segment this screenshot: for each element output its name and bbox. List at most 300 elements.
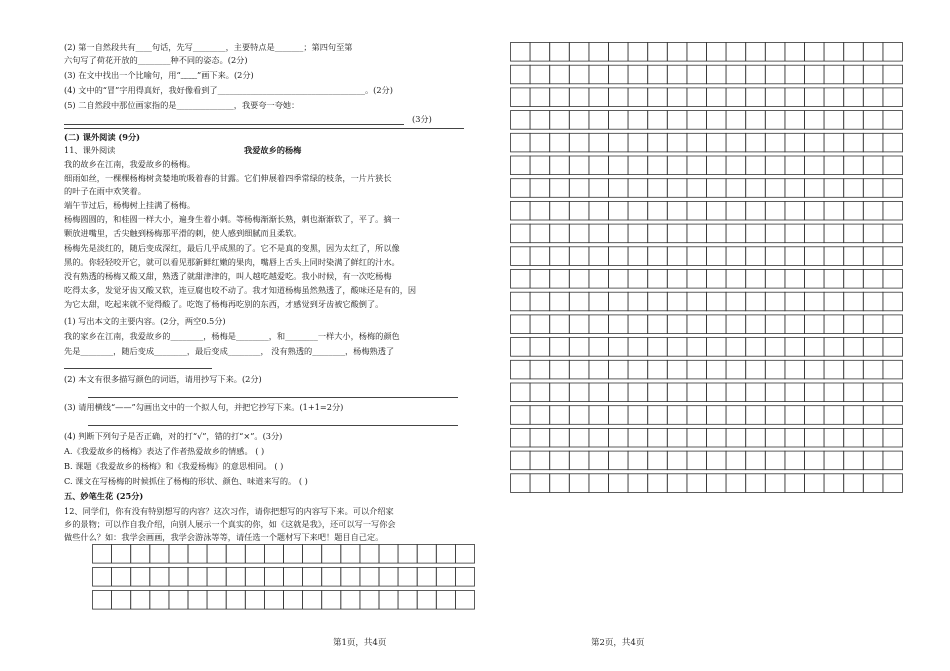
grid-cell [628,247,648,266]
grid-cell [687,179,707,198]
grid-cell [530,360,550,379]
grid-cell [726,133,746,152]
grid-cell [628,451,648,470]
grid-cell [707,43,727,62]
grid-cell [569,43,589,62]
grid-cell [550,428,570,447]
grid-cell [765,406,785,425]
grid-cell [609,474,629,493]
grid-cell [707,383,727,402]
grid-cell [569,247,589,266]
grid-cell [511,428,531,447]
grid-cell [609,179,629,198]
grid-cell [765,270,785,289]
grid-cell [628,224,648,243]
grid-cell [398,545,417,564]
grid-cell [707,451,727,470]
grid-cell [687,428,707,447]
passage-line: 我的故乡在江南，我爱故乡的杨梅。 [64,159,196,169]
grid-cell [746,111,766,130]
grid-cell [550,179,570,198]
grid-cell [648,111,668,130]
grid-cell [550,111,570,130]
passage-line: 杨梅圆圆的，和桂圆一样大小，遍身生着小刺。等杨梅渐渐长熟，刺也渐渐软了，平了。摘一 [64,214,400,224]
grid-cell [726,451,746,470]
grid-cell [746,201,766,220]
grid-cell [726,247,746,266]
grid-cell [785,292,805,311]
grid-cell [589,383,609,402]
grid-cell [785,111,805,130]
grid-cell [844,88,864,107]
grid-cell [530,65,550,84]
grid-cell [511,201,531,220]
grid-cell [569,406,589,425]
grid-cell [569,338,589,357]
grid-cell [589,247,609,266]
grid-cell [550,133,570,152]
grid-cell [569,315,589,334]
grid-cell [805,292,825,311]
grid-cell [667,133,687,152]
grid-cell [824,474,844,493]
grid-cell [589,43,609,62]
grid-cell [707,88,727,107]
grid-cell [589,474,609,493]
grid-cell [530,338,550,357]
grid-cell [530,292,550,311]
grid-cell [628,338,648,357]
grid-cell [707,156,727,175]
grid-cell [765,65,785,84]
grid-cell [824,406,844,425]
grid-cell [667,88,687,107]
grid-cell [863,360,883,379]
grid-cell [93,591,112,610]
grid-cell [455,545,474,564]
grid-cell [726,428,746,447]
grid-cell [726,315,746,334]
grid-cell [648,270,668,289]
grid-cell [785,247,805,266]
grid-cell [569,156,589,175]
passage-line: 颗放进嘴里，舌尖触到杨梅那平滑的刺，使人感到细腻而且柔软。 [64,228,302,238]
grid-cell [628,179,648,198]
grid-cell [746,270,766,289]
grid-cell [530,383,550,402]
grid-cell [550,156,570,175]
grid-cell [511,360,531,379]
grid-cell [687,156,707,175]
grid-cell [707,406,727,425]
grid-cell [569,111,589,130]
grid-cell [805,360,825,379]
grid-cell [589,315,609,334]
grid-cell [609,292,629,311]
grid-cell [569,201,589,220]
question-line: C. 课文在写杨梅的时候抓住了杨梅的形状、颜色、味道来写的。 ( ) [64,476,308,486]
grid-cell [765,133,785,152]
grid-cell [667,179,687,198]
grid-cell [667,65,687,84]
grid-cell [805,88,825,107]
grid-cell [169,545,188,564]
grid-cell [726,292,746,311]
grid-cell [303,591,322,610]
grid-cell [687,43,707,62]
grid-cell [785,270,805,289]
grid-cell [687,406,707,425]
grid-cell [550,43,570,62]
grid-cell [687,474,707,493]
grid-cell [648,383,668,402]
question-line: B. 课题《我爱故乡的杨梅》和《我爱杨梅》的意思相同。 ( ) [64,461,284,471]
passage-line: 杨梅先是淡红的，随后变成深红，最后几乎成黑的了。它不是真的变黑，因为太红了，所以像 [64,243,400,253]
grid-cell [687,133,707,152]
grid-cell [112,568,131,587]
grid-cell [765,247,785,266]
grid-cell [805,247,825,266]
question-line: (1) 写出本文的主要内容。(2分，两空0.5分) [64,316,226,326]
grid-cell [746,338,766,357]
grid-cell [436,591,455,610]
grid-cell [628,111,648,130]
grid-cell [511,338,531,357]
grid-cell [648,428,668,447]
grid-cell [341,568,360,587]
grid-cell [530,451,550,470]
passage-line: 的叶子在雨中欢笑着。 [64,186,146,196]
grid-cell [785,451,805,470]
grid-cell [667,156,687,175]
grid-cell [112,545,131,564]
grid-cell [667,474,687,493]
grid-cell [844,383,864,402]
grid-cell [226,591,245,610]
grid-cell [707,338,727,357]
grid-cell [746,292,766,311]
grid-cell [687,451,707,470]
grid-cell [805,65,825,84]
grid-cell [569,133,589,152]
score-note: (3分) [412,114,432,124]
grid-cell [530,201,550,220]
grid-cell [322,545,341,564]
grid-cell [131,591,150,610]
grid-cell [530,43,550,62]
grid-cell [824,428,844,447]
grid-cell [863,43,883,62]
grid-cell [765,360,785,379]
grid-cell [569,474,589,493]
grid-cell [687,292,707,311]
grid-cell [883,133,903,152]
grid-cell [746,65,766,84]
section-heading: 五、妙笔生花 (25分) [64,491,144,501]
grid-cell [824,133,844,152]
question-line: (2) 本文有很多描写颜色的词语，请用抄写下来。(2分) [64,374,262,384]
grid-cell [746,179,766,198]
grid-cell [746,383,766,402]
grid-cell [883,428,903,447]
grid-cell [628,156,648,175]
grid-cell [785,156,805,175]
grid-cell [746,247,766,266]
grid-cell [765,201,785,220]
answer-line [88,397,458,398]
grid-cell [824,315,844,334]
grid-cell [550,474,570,493]
grid-cell [863,474,883,493]
grid-cell [550,201,570,220]
grid-cell [844,156,864,175]
grid-cell [746,88,766,107]
grid-cell [863,338,883,357]
grid-cell [824,224,844,243]
grid-cell [667,247,687,266]
grid-cell [589,156,609,175]
grid-cell [131,568,150,587]
grid-cell [648,474,668,493]
question-line: 12、同学们，你有没有特别想写的内容？这次习作，请你把想写的内容写下来。可以介绍家 [64,506,394,516]
question-line: 六句写了荷花开放的________种不同的姿态。(2分) [64,55,248,65]
grid-cell [785,133,805,152]
grid-cell [863,88,883,107]
grid-cell [883,338,903,357]
passage-line: 没有熟透的杨梅又酸又甜，熟透了就甜津津的，叫人越吃越爱吃。我小时候，有一次吃杨梅 [64,271,392,281]
grid-cell [589,88,609,107]
grid-cell [667,451,687,470]
answer-line [64,368,212,369]
grid-cell [765,474,785,493]
grid-cell [844,474,864,493]
grid-cell [589,338,609,357]
grid-cell [824,43,844,62]
grid-cell [844,338,864,357]
grid-cell [824,88,844,107]
grid-cell [883,224,903,243]
grid-cell [530,406,550,425]
grid-cell [687,65,707,84]
grid-cell [550,315,570,334]
grid-cell [589,111,609,130]
grid-cell [628,474,648,493]
grid-cell [609,65,629,84]
grid-cell [687,383,707,402]
grid-cell [883,43,903,62]
grid-cell [569,292,589,311]
question-line: (4) 判断下列句子是否正确，对的打“√”，错的打“×”。(3分) [64,431,283,441]
grid-cell [726,111,746,130]
question-line: (2) 第一自然段共有____句话，先写________，主要特点是_______；第四句至第 [64,42,353,52]
grid-cell [93,545,112,564]
grid-cell [863,111,883,130]
grid-cell [207,591,226,610]
grid-cell [455,591,474,610]
grid-cell [628,201,648,220]
grid-cell [805,224,825,243]
grid-cell [863,224,883,243]
grid-cell [687,224,707,243]
grid-cell [589,179,609,198]
grid-cell [511,88,531,107]
grid-cell [264,568,283,587]
grid-cell [511,406,531,425]
grid-cell [550,451,570,470]
grid-cell [765,315,785,334]
grid-cell [863,179,883,198]
grid-cell [707,270,727,289]
grid-cell [609,156,629,175]
grid-cell [530,88,550,107]
passage-line: 黑的。你轻轻咬开它，就可以看见那新鲜红嫩的果肉，嘴唇上舌头上同时染满了鲜红的汁水。 [64,257,400,267]
grid-cell [628,406,648,425]
grid-cell [667,292,687,311]
grid-cell [883,65,903,84]
grid-cell [569,65,589,84]
grid-cell [687,270,707,289]
grid-cell [805,111,825,130]
grid-cell [188,591,207,610]
question-line: 我的家乡在江南，我爱故乡的________，杨梅是________，和________一样大小，杨梅的颜色 [64,331,400,341]
answer-line [88,425,458,426]
grid-cell [726,88,746,107]
grid-cell [667,428,687,447]
grid-cell [609,88,629,107]
grid-cell [805,156,825,175]
grid-cell [550,65,570,84]
grid-cell [844,65,864,84]
grid-cell [844,201,864,220]
grid-cell [530,133,550,152]
grid-cell [322,568,341,587]
grid-cell [883,270,903,289]
grid-cell [824,247,844,266]
grid-cell [746,43,766,62]
grid-cell [511,43,531,62]
grid-cell [628,383,648,402]
grid-cell [726,383,746,402]
grid-cell [150,545,169,564]
grid-cell [511,156,531,175]
grid-cell [360,568,379,587]
grid-cell [648,88,668,107]
grid-cell [726,224,746,243]
grid-cell [824,201,844,220]
grid-cell [863,247,883,266]
grid-cell [707,201,727,220]
grid-cell [667,315,687,334]
grid-cell [746,406,766,425]
grid-cell [805,451,825,470]
grid-cell [455,568,474,587]
grid-cell [589,65,609,84]
grid-cell [667,383,687,402]
grid-cell [785,88,805,107]
grid-cell [805,406,825,425]
grid-cell [628,88,648,107]
grid-cell [609,224,629,243]
grid-cell [863,428,883,447]
grid-cell [785,315,805,334]
grid-cell [844,315,864,334]
grid-cell [765,156,785,175]
question-line: 乡的景物；可以作自我介绍，向别人展示一个真实的你，如《这就是我》，还可以写一写你会 [64,519,396,529]
grid-cell [746,474,766,493]
grid-cell [131,545,150,564]
grid-cell [726,201,746,220]
grid-cell [169,568,188,587]
grid-cell [284,568,303,587]
grid-cell [550,270,570,289]
grid-cell [648,133,668,152]
grid-cell [805,201,825,220]
grid-cell [785,65,805,84]
question-line: (5) 二自然段中那位画家指的是______________，我要夸一夸她： [64,100,300,110]
grid-cell [844,406,864,425]
grid-cell [785,428,805,447]
passage-line: 为它太甜，吃起来就不觉得酸了。吃饱了杨梅再吃别的东西，才感觉到牙齿被它酸倒了。 [64,299,384,309]
question-line: 先是________，随后变成________，最后变成________， 没有熟透的________，杨梅熟透了 [64,346,395,356]
grid-cell [863,133,883,152]
grid-cell [379,591,398,610]
grid-cell [569,270,589,289]
grid-cell [824,383,844,402]
grid-cell [609,247,629,266]
grid-cell [589,428,609,447]
grid-cell [746,315,766,334]
grid-cell [207,545,226,564]
grid-cell [341,545,360,564]
grid-cell [511,247,531,266]
page-footer: 第2页，共4页 [591,638,645,648]
grid-cell [863,315,883,334]
grid-cell [785,43,805,62]
passage-line: 细雨如丝，一棵棵杨梅树贪婪地吮吸着春的甘露。它们伸展着四季常绿的枝条，一片片狭长 [64,173,392,183]
page-footer: 第1页，共4页 [333,638,387,648]
grid-cell [589,292,609,311]
grid-cell [824,179,844,198]
grid-cell [550,247,570,266]
grid-cell [707,360,727,379]
grid-cell [687,88,707,107]
grid-cell [628,428,648,447]
grid-cell [550,224,570,243]
grid-cell [765,88,785,107]
grid-cell [511,292,531,311]
grid-cell [648,451,668,470]
grid-cell [609,270,629,289]
grid-cell [169,591,188,610]
grid-cell [207,568,226,587]
grid-cell [726,270,746,289]
grid-cell [628,292,648,311]
grid-cell [360,591,379,610]
grid-cell [417,591,436,610]
grid-cell [569,360,589,379]
grid-cell [824,338,844,357]
grid-cell [746,360,766,379]
grid-cell [530,247,550,266]
grid-cell [746,133,766,152]
grid-cell [746,156,766,175]
grid-cell [609,111,629,130]
grid-cell [667,406,687,425]
grid-cell [609,383,629,402]
grid-cell [726,156,746,175]
grid-cell [284,545,303,564]
grid-cell [648,338,668,357]
